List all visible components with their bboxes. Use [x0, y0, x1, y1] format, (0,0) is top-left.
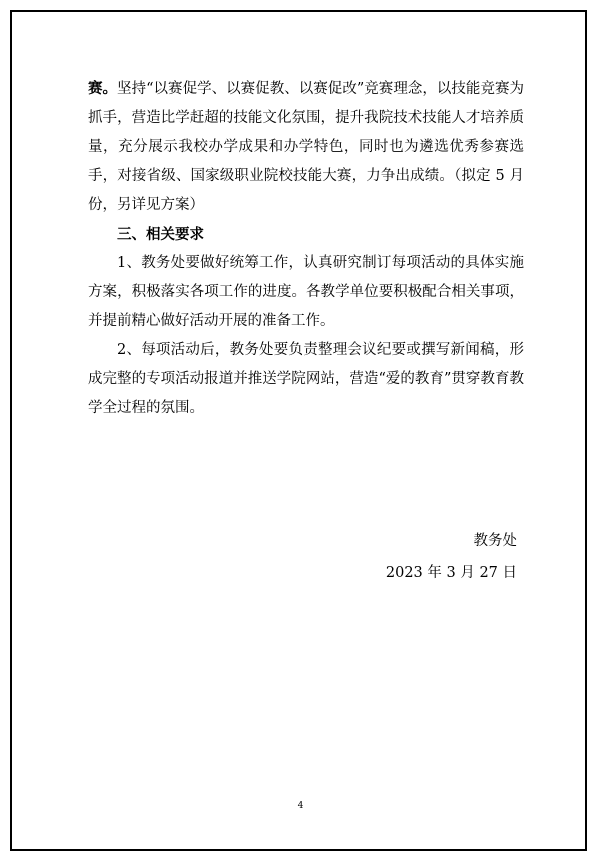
signature-block [386, 525, 517, 589]
requirement-2: 2、每项活动后，教务处要负责整理会议纪要或撰写新闻稿，形成完整的专项活动报道并推送学院网站，营造“爱的教育”贯穿教育教学全过程的氛围。 [88, 342, 524, 416]
signature-office: 教务处 [473, 533, 517, 549]
document-body [88, 74, 524, 423]
paragraph-text: 坚持“以赛促学、以赛促教、以赛促改”竞赛理念，以技能竞赛为抓手，营造比学赶超的技能文化氛围，提升我院技术技能人才培养质量，充分展示我校办学成果和办学特色，同时也为遴选优秀参赛选手，对接省级、国家级职业院校技能大赛，力争出成绩。（拟定 5 月份，另详见方案） [88, 81, 524, 213]
paragraph-competition [88, 74, 524, 220]
section-heading: 三、相关要求 [117, 226, 204, 243]
requirement-1: 1、教务处要做好统筹工作，认真研究制订每项活动的具体实施方案，积极落实各项工作的进度。各教学单位要积极配合相关事项，并提前精心做好活动开展的准备工作。 [88, 255, 524, 329]
page-number: 4 [297, 801, 304, 811]
paragraph-lead: 赛。 [88, 80, 118, 97]
signature-date: 2023 年 3 月 27 日 [385, 565, 517, 581]
